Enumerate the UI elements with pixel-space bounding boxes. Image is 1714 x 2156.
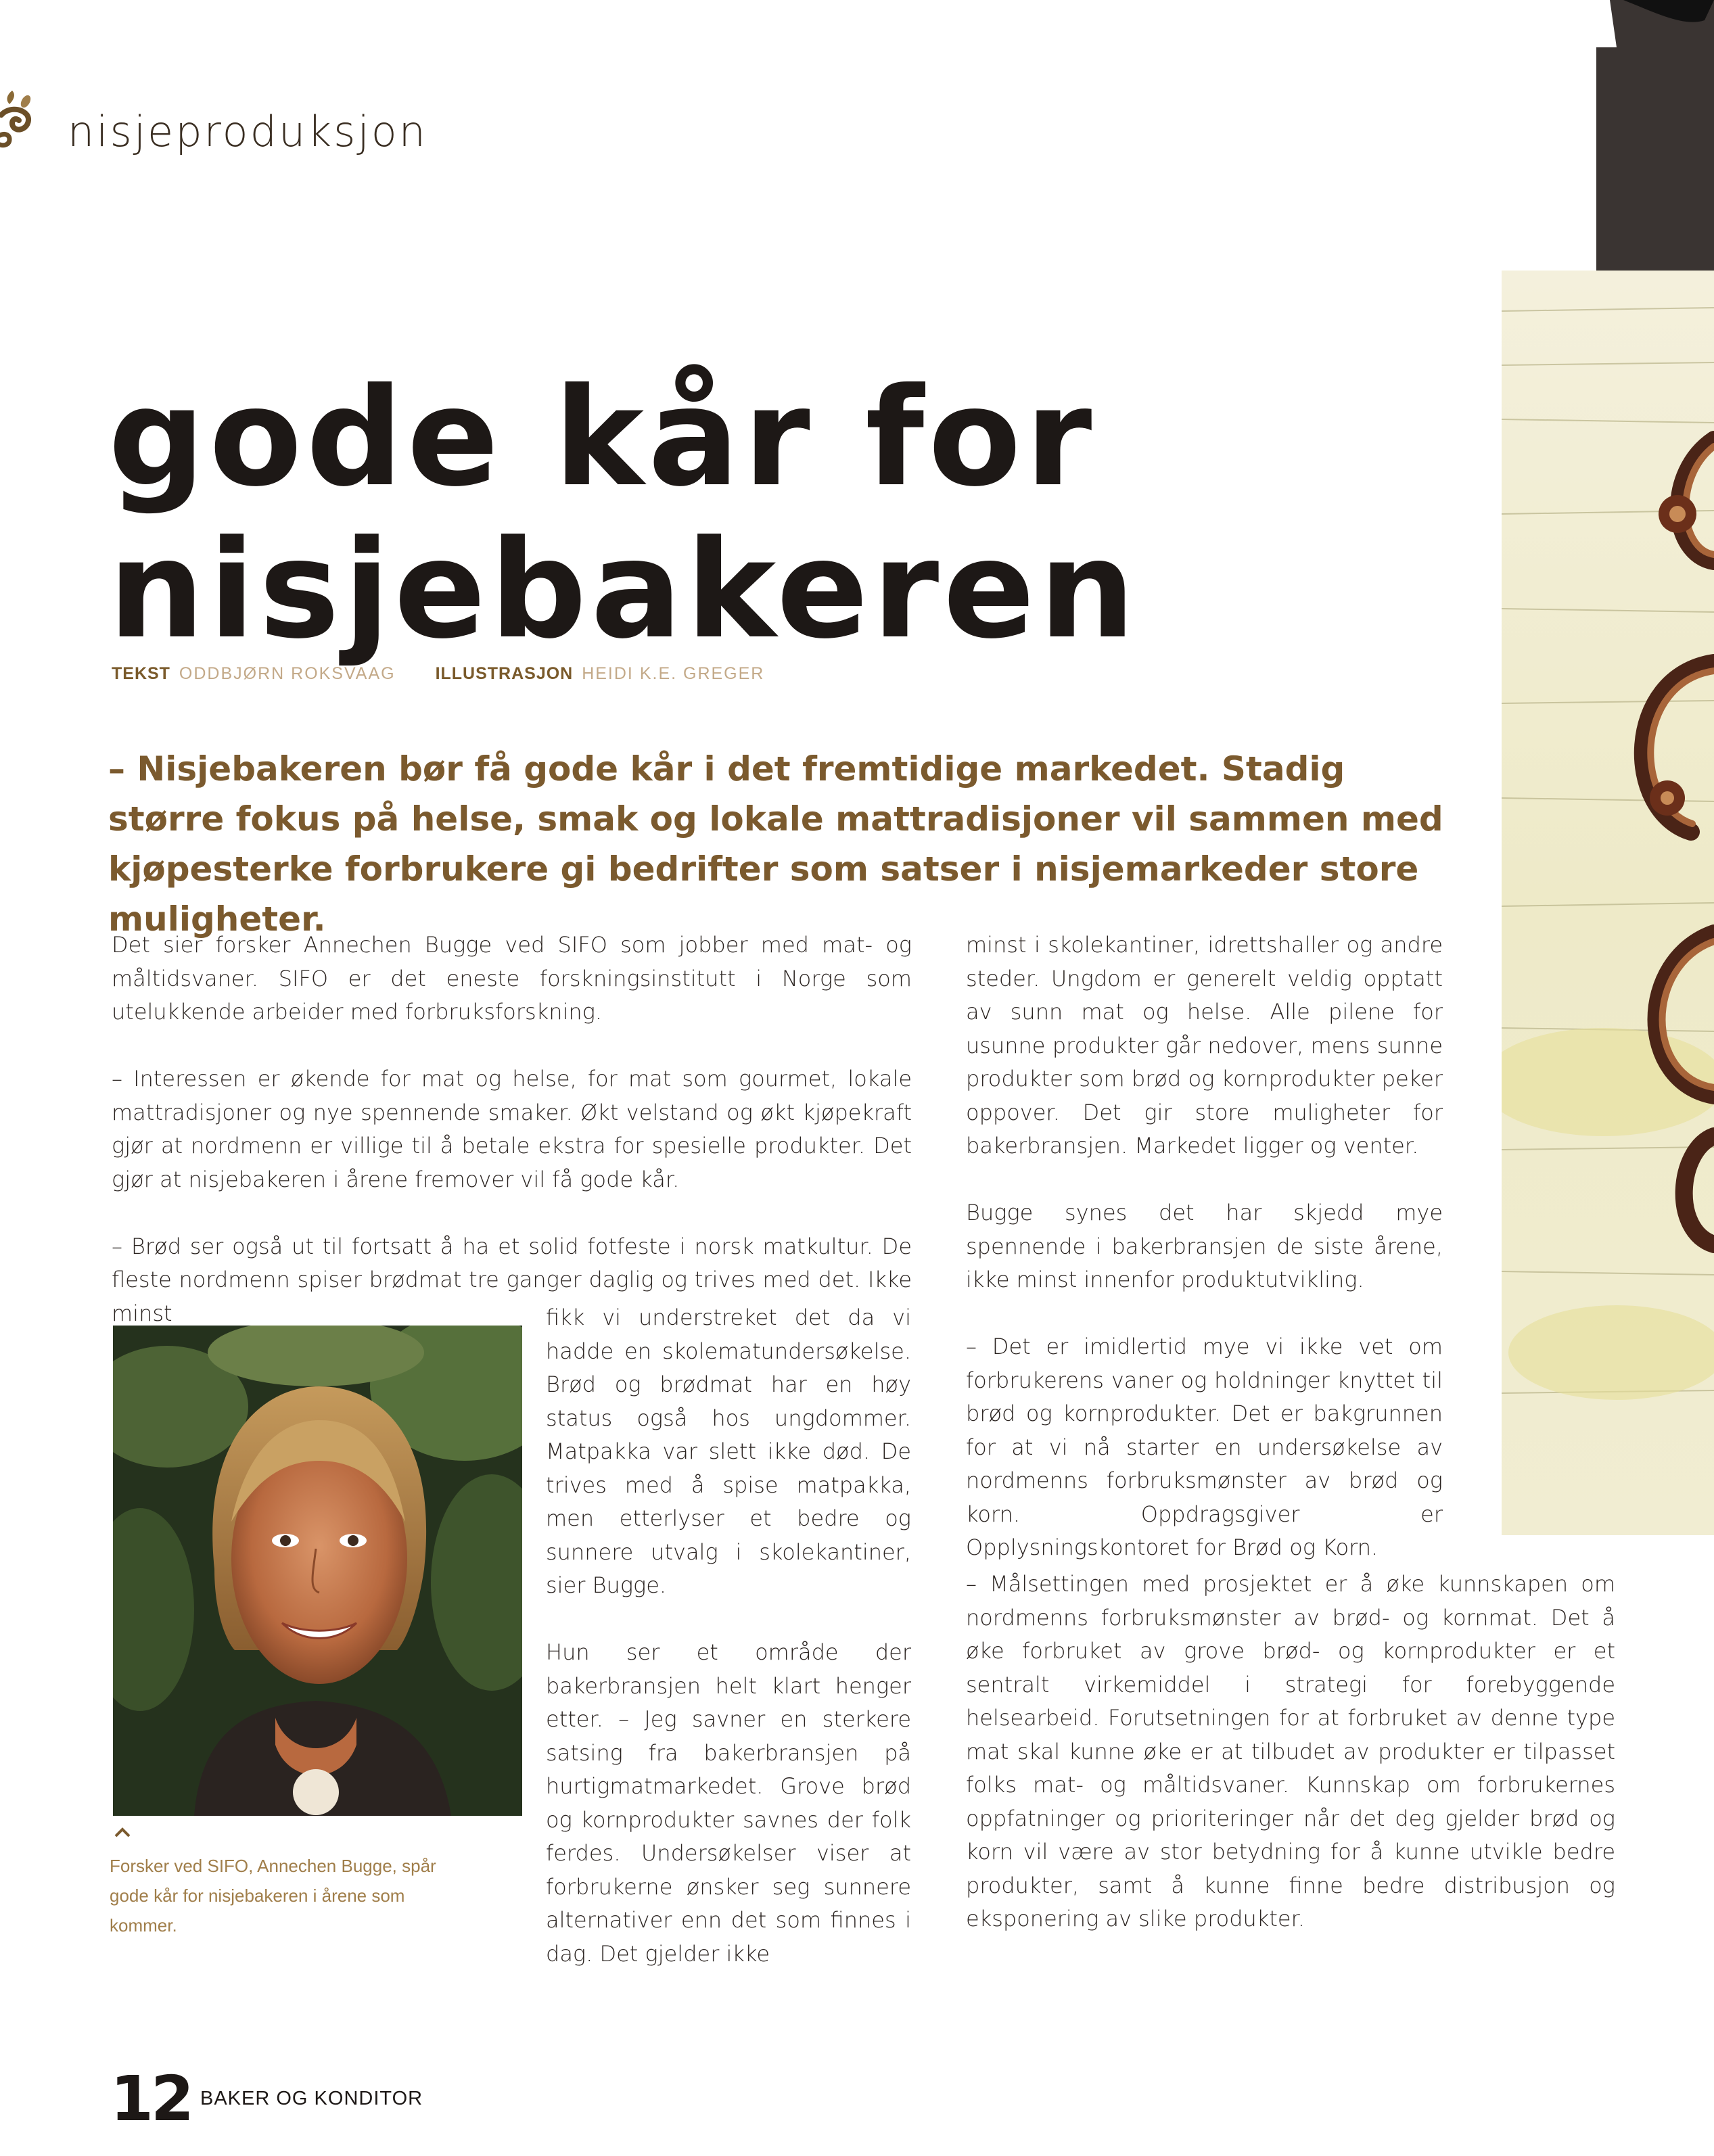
byline-text-label: TEKST xyxy=(112,664,170,683)
byline-text-author: ODDBJØRN ROKSVAAG xyxy=(179,664,396,683)
byline-illustration-author: HEIDI K.E. GREGER xyxy=(582,664,765,683)
paragraph: – Det er imidlertid mye vi ikke vet om forbrukerens vaner og holdninger knyttet til brød og kornprodukter. Det er bakgrunnen for at vi nå starter en undersøkelse av nordmenns forbruksmønster av brød og korn. Oppdragsgiver er Opplysningskontoret for Brød og Korn. xyxy=(966,1334,1443,1560)
portrait-photo xyxy=(113,1326,522,1816)
photo-caption: Forsker ved SIFO, Annechen Bugge, spår gode kår for nisjebakeren i årene som kommer. xyxy=(110,1856,436,1936)
paragraph: Det sier forsker Annechen Bugge ved SIFO som jobber med mat- og måltidsvaner. SIFO er det eneste forskningsinstitutt i Norge som utelukkende arbeider med forbruksforskning. xyxy=(112,932,912,1025)
paragraph: fikk vi understreket det da vi hadde en skolematundersøkelse. Brød og brødmat har en høy status også hos ungdommer. Matpakka var slett ikke død. De trives med å spise matpakka, men etterlyser et bedre og sunnere utvalg i skolekantiner, sier Bugge. xyxy=(546,1305,911,1598)
paragraph: – Brød ser også ut til fortsatt å ha et solid fotfeste i norsk matkultur. De fleste nordmenn spiser brødmat tre ganger daglig og trives med det. Ikke minst xyxy=(112,1233,912,1326)
title-line-1: gode kår for xyxy=(108,359,1096,517)
section-label: nisjeproduksjon xyxy=(68,107,427,156)
article-lead: – Nisjebakeren bør få gode kår i det fremtidige markedet. Stadig større fokus på helse, smak og lokale mattradisjoner vil sammen med kjøpesterke forbrukere gi bedrifter som satser i nisjemarkeder store muligheter. xyxy=(108,749,1443,939)
page-number: 12 xyxy=(110,2063,192,2135)
body-column-4 xyxy=(966,1568,1615,1969)
paragraph: – Målsettingen med prosjektet er å øke kunnskapen om nordmenns forbruksmønster av brød- og kornmat. Det å øke forbruket av grove brød- og kornprodukter er et sentralt virkemiddel i strategi for forebyggende helsearbeid. Forutsetningen for at forbruket av denne type mat skal kunne øke er at tilbudet av produkter er tilpasset folks mat- og måltidsvaner. Kunnskap om forbrukernes oppfatninger og prioriteringer når det deg gjelder brød og korn vil være av stor betydning for å kunne utvikle bedre produkter, samt å kunne finne bedre distribusjon og eksponering av slike produkter. xyxy=(966,1571,1615,1931)
byline-illustration-label: ILLUSTRASJON xyxy=(435,664,574,683)
paragraph: minst i skolekantiner, idrettshaller og andre steder. Ungdom er generelt veldig opptatt av sunn mat og helse. Alle pilene for usunne produkter går nedover, mens sunne produkter som brød og kornprodukter peker oppover. Det gir store muligheter for bakerbransjen. Markedet ligger og venter. xyxy=(966,932,1443,1158)
wheat-swirl-icon xyxy=(0,88,61,169)
magazine-name: BAKER OG KONDITOR xyxy=(200,2088,423,2109)
body-column-3 xyxy=(966,929,1443,1598)
paragraph: Hun ser et område der bakerbransjen helt klart henger etter. – Jeg savner en sterkere satsing fra bakerbransjen på hurtigmatmarkedet. Grove brød og kornprodukter savnes der folk ferdes. Undersøkelser viser at forbrukerne ønsker seg sunnere alternativer enn det som finnes i dag. Det gjelder ikke xyxy=(546,1639,911,1967)
body-column-2 xyxy=(546,1301,911,2005)
byline xyxy=(112,664,800,684)
article-title xyxy=(108,359,1140,669)
decorative-illustration xyxy=(1502,0,1714,1535)
paragraph: Bugge synes det har skjedd mye spennende i bakerbransjen de siste årene, ikke minst innenfor produktutvikling. xyxy=(966,1200,1443,1292)
title-line-2: nisjebakeren xyxy=(108,511,1140,669)
caret-up-icon xyxy=(114,1826,131,1838)
paragraph: – Interessen er økende for mat og helse, for mat som gourmet, lokale mattradisjoner og nye spennende smaker. Økt velstand og økt kjøpekraft gjør at nordmenn er villige til å betale ekstra for spesielle produkter. Det gjør at nisjebakeren i årene fremover vil få gode kår. xyxy=(112,1066,912,1192)
body-column-1 xyxy=(112,929,912,1330)
